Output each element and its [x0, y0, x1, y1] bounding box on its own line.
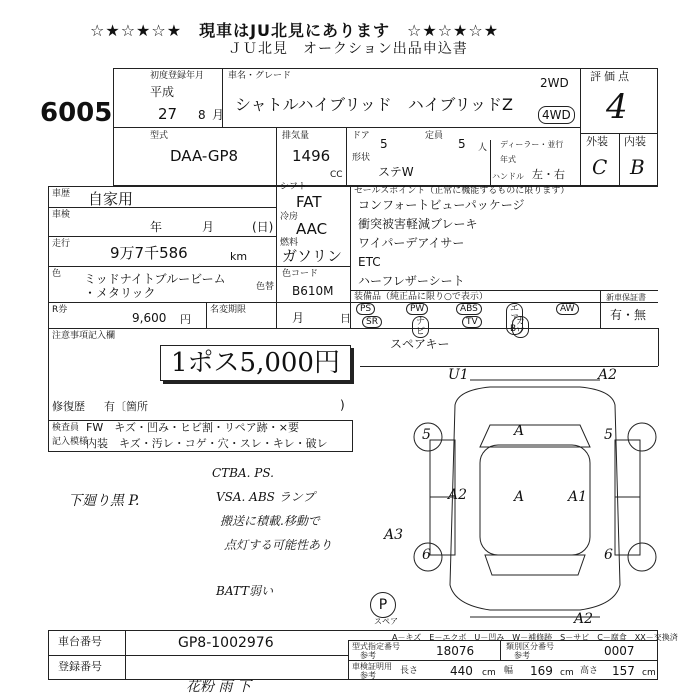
recycle-label: R券 — [52, 305, 68, 315]
capacity-value: 5 — [458, 137, 466, 151]
spare-tire-caption: スペア — [374, 617, 398, 626]
fuel-value: ガソリン — [282, 247, 343, 265]
sales-points-label: セールスポイント（正常に機能するものに限ります） — [354, 186, 570, 196]
exterior-label: 外装 — [586, 135, 608, 148]
capacity-label: 定員 — [425, 131, 444, 141]
model-label: 型式 — [150, 131, 169, 141]
first-reg-month-unit: 月 — [212, 108, 225, 122]
damage-mark: A — [514, 423, 525, 439]
dims-height-unit: cm — [642, 668, 656, 678]
lot-number: 6005 — [40, 98, 113, 128]
chassis-label: 車台番号 — [58, 635, 102, 648]
equipment-item: PS — [356, 303, 375, 315]
doors-label: ドア — [352, 131, 370, 141]
vehicle-name-label: 車名・グレード — [228, 71, 292, 81]
color-value-line2: ・メタリック — [84, 286, 156, 300]
equipment-item: ナビ — [412, 316, 429, 338]
score-label: 評価点 — [590, 70, 632, 83]
dims-length-label: 長さ — [400, 666, 419, 676]
damage-mark: 6 — [422, 547, 431, 563]
inspection-year-unit: 年 — [150, 220, 163, 234]
first-reg-label: 初度登録年月 — [150, 71, 205, 81]
interior-label: 内装 — [624, 135, 646, 148]
damage-mark: A — [514, 489, 525, 505]
repair-value: 有〔箇所 — [104, 400, 148, 413]
recycle-value: 9,600 — [132, 311, 167, 325]
handwritten-line: 点灯する可能性あり — [224, 538, 333, 552]
chassis-value: GP8-1002976 — [178, 635, 274, 651]
color-value-line1: ミッドナイトブルービーム — [84, 272, 226, 286]
inspection-month-unit: 月 — [202, 220, 215, 234]
sales-point-item: ETC — [358, 255, 381, 269]
color-swap-label: 色替 — [256, 282, 275, 292]
equipment-item: ABS — [456, 303, 482, 315]
dims-height: 157 — [612, 664, 635, 678]
inspector-label-2: 記入模様 — [52, 437, 89, 447]
spare-tire-icon — [370, 592, 396, 618]
equipment-item: PW — [406, 303, 428, 315]
recycle-unit: 円 — [180, 313, 191, 326]
equipment-label: 装備品（純正品に限り○で表示） — [354, 292, 488, 302]
displacement-value: 1496 — [292, 147, 331, 165]
new-warranty-label: 新車保証書 — [606, 293, 646, 302]
dims-length: 440 — [450, 664, 473, 678]
displacement-label: 排気量 — [282, 131, 310, 141]
inspection-label: 車検 — [52, 210, 71, 220]
notes-stamp — [160, 345, 351, 381]
equipment-item: カワ — [512, 316, 529, 338]
doors-value: 5 — [380, 137, 388, 151]
name-change-day: 日 — [340, 312, 351, 325]
color-code-label: 色コード — [282, 269, 319, 279]
handwritten-line: 搬送に積載.移動で — [220, 514, 320, 528]
shape-value: ステW — [378, 165, 414, 179]
new-warranty-value: 有・無 — [610, 308, 647, 322]
score-value: 4 — [606, 87, 628, 127]
handwritten-battery: BATT弱い — [216, 584, 274, 598]
dims-sub: 参考 — [360, 671, 376, 680]
handwritten-underbody: 下廻り黒 P. — [68, 493, 140, 509]
first-reg-era: 平成 — [150, 85, 175, 99]
notes-label: 注意事項記入欄 — [52, 331, 116, 341]
dims-length-unit: cm — [482, 668, 496, 678]
year-label: 年式 — [500, 155, 516, 164]
interior-value: B — [630, 155, 645, 179]
damage-mark: A2 — [448, 487, 468, 503]
damage-mark: A2 — [574, 611, 594, 627]
damage-mark: A2 — [598, 367, 618, 383]
handwritten-line: VSA. ABS ランプ — [216, 490, 315, 504]
cooling-value: AAC — [296, 220, 328, 238]
handwritten-line: CTBA. PS. — [212, 466, 274, 480]
drive-2wd: 2WD — [540, 76, 569, 90]
type-designation-label: 型式指定番号 — [352, 642, 400, 651]
type-designation-sub: 参考 — [360, 651, 376, 660]
first-reg-month: 8 — [198, 108, 206, 122]
repair-label: 修復歴 — [52, 400, 85, 413]
page-header-subtitle: ＪＵ北見 オークション出品申込書 — [228, 41, 468, 57]
drive-4wd: 4WD — [538, 106, 575, 124]
dims-width: 169 — [530, 664, 553, 678]
name-change-month: 月 — [292, 311, 305, 325]
dims-height-label: 高さ — [580, 666, 599, 676]
capacity-unit: 人 — [478, 143, 488, 153]
type-designation-value: 18076 — [436, 644, 475, 658]
name-change-label: 名変期限 — [210, 305, 247, 315]
spare-tire-label: P — [378, 597, 388, 613]
equipment-item: AW — [556, 303, 579, 315]
dims-width-label: 幅 — [504, 666, 514, 676]
shape-label: 形状 — [352, 153, 371, 163]
inspector-label-1: 検査員 — [52, 423, 80, 433]
notes-stamp-text: 1ポス5,000円 — [171, 348, 340, 378]
damage-mark: 5 — [422, 427, 431, 443]
damage-mark: U1 — [448, 367, 469, 383]
inspection-day-unit: (日) — [252, 220, 274, 234]
equipment-item: SR — [362, 316, 382, 328]
inspector-row-2: 内装 キズ・汚レ・コゲ・穴・スレ・キレ・破レ — [86, 437, 328, 450]
steering-value: 左・右 — [532, 168, 565, 181]
damage-mark: 6 — [604, 547, 613, 563]
sales-point-item: ハーフレザーシート — [358, 274, 465, 288]
mileage-value: 9万7千586 — [110, 244, 188, 262]
mileage-unit: km — [230, 250, 248, 263]
first-reg-year: 27 — [158, 105, 178, 123]
usage-label: 車歴 — [52, 189, 71, 199]
damage-legend: A－キズ E－エクボ U－凹み W－補修跡 S－サビ C－腐食 XX－交換済 — [392, 633, 678, 642]
category-label: 類別区分番号 — [506, 642, 554, 651]
mileage-label: 走行 — [52, 239, 71, 249]
shift-label: シフト — [280, 182, 308, 192]
equipment-item: TV — [462, 316, 482, 328]
damage-mark: A1 — [568, 489, 588, 505]
vehicle-name-value: シャトルハイブリッド ハイブリッドZ — [235, 95, 514, 114]
steering-label: ハンドル — [492, 172, 524, 181]
notes-spare-key: スペアキー — [390, 337, 450, 351]
damage-mark: A3 — [384, 527, 404, 543]
exterior-value: C — [592, 155, 608, 179]
page-header-title: ☆★☆★☆★ 現車はJU北見にあります ☆★☆★☆★ — [90, 21, 500, 40]
usage-value: 自家用 — [88, 190, 134, 208]
sales-point-item: 衝突被害軽減ブレーキ — [358, 217, 478, 231]
category-value: 0007 — [604, 644, 635, 658]
car-damage-diagram — [400, 365, 670, 630]
displacement-unit: CC — [330, 170, 343, 180]
model-value: DAA-GP8 — [170, 147, 239, 165]
dims-label: 車検証明用 — [352, 662, 392, 671]
color-label: 色 — [52, 269, 62, 279]
dealer-label: ディーラー・並行 — [500, 140, 564, 149]
inspector-row-1: FW キズ・凹み・ヒビ割・リペア跡・×要 — [86, 421, 299, 434]
damage-mark: 5 — [604, 427, 613, 443]
sales-point-item: ワイパーデアイサー — [358, 236, 465, 250]
equipment-item: エアB — [506, 303, 523, 335]
color-code-value: B610M — [292, 284, 334, 298]
sales-point-item: コンフォートビューパッケージ — [358, 198, 525, 212]
handwritten-bottom: 花粉 雨 下 — [186, 679, 251, 695]
registration-label: 登録番号 — [58, 660, 102, 673]
dims-width-unit: cm — [560, 668, 574, 678]
cooling-label: 冷房 — [280, 212, 299, 222]
shift-value: FAT — [296, 193, 322, 211]
fuel-label: 燃料 — [280, 238, 299, 248]
category-sub: 参考 — [514, 651, 530, 660]
